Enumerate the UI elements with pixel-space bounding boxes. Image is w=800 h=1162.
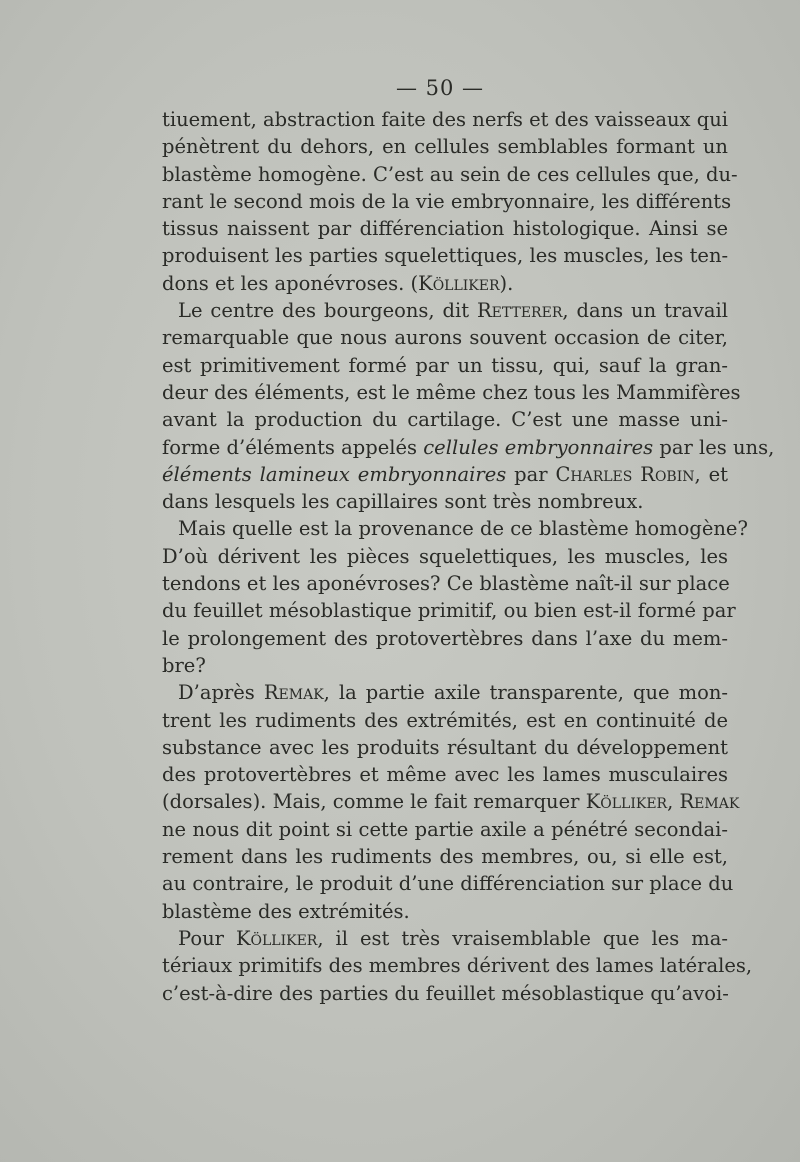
text-line: blastème des extrémités. xyxy=(162,899,410,923)
text-line: Pour Kölliker, il est très vraisemblable que les ma- xyxy=(178,926,728,950)
page-number: — 50 — xyxy=(395,76,485,100)
text-line: forme d’éléments appelés cellules embryonnaires par les uns, xyxy=(162,435,775,459)
text-line: Le centre des bourgeons, dit Retterer, dans un travail xyxy=(178,299,728,323)
text-line: ne nous dit point si cette partie axile a pénétré secondai- xyxy=(162,817,728,841)
text-line: D’après Remak, la partie axile transparente, que mon- xyxy=(178,681,728,705)
text-line: trent les rudiments des extrémités, est en continuité de xyxy=(162,708,728,732)
text-line: produisent les parties squelettiques, les muscles, les ten- xyxy=(162,244,729,268)
text-line: deur des éléments, est le même chez tous les Mammifères xyxy=(162,380,741,404)
text-line: tendons et les aponévroses? Ce blastème naît-il sur place xyxy=(162,572,730,596)
text-line: (dorsales). Mais, comme le fait remarquer Kölliker, Remak xyxy=(162,790,740,814)
text-line: est primitivement formé par un tissu, qui, sauf la gran- xyxy=(162,353,728,377)
text-line: du feuillet mésoblastique primitif, ou bien est-il formé par xyxy=(162,599,736,623)
text-line: éléments lamineux embryonnaires par Charles Robin, et xyxy=(162,462,728,486)
text-line: tiuement, abstraction faite des nerfs et des vaisseaux qui xyxy=(162,108,729,131)
text-line: rant le second mois de la vie embryonnaire, les différents xyxy=(162,189,732,213)
text-line: dans lesquels les capillaires sont très nombreux. xyxy=(162,490,644,514)
text-line: tissus naissent par différenciation histologique. Ainsi se xyxy=(162,217,728,241)
text-line: dons et les aponévroses. (Kölliker). xyxy=(162,271,514,295)
text-line: le prolongement des protovertèbres dans l’axe du mem- xyxy=(162,626,728,650)
text-line: c’est-à-dire des parties du feuillet mésoblastique qu’avoi- xyxy=(162,981,729,1005)
text-line: avant la production du cartilage. C’est une masse uni- xyxy=(162,408,728,432)
text-line: blastème homogène. C’est au sein de ces cellules que, du- xyxy=(162,162,738,186)
text-line: des protovertèbres et même avec les lames musculaires xyxy=(162,763,728,787)
body-text xyxy=(162,106,775,1007)
text-line: Mais quelle est la provenance de ce blastème homogène? xyxy=(178,517,748,541)
text-line: substance avec les produits résultant du développement xyxy=(162,735,728,759)
text-line: rement dans les rudiments des membres, ou, si elle est, xyxy=(162,845,728,869)
text-line: remarquable que nous aurons souvent occasion de citer, xyxy=(162,326,728,350)
text-line: au contraire, le produit d’une différenciation sur place du xyxy=(162,872,734,896)
text-line: D’où dérivent les pièces squelettiques, les muscles, les xyxy=(162,544,728,568)
text-line: pénètrent du dehors, en cellules semblables formant un xyxy=(162,135,728,159)
text-line: bre? xyxy=(162,653,206,677)
text-line: tériaux primitifs des membres dérivent des lames latérales, xyxy=(162,954,753,978)
